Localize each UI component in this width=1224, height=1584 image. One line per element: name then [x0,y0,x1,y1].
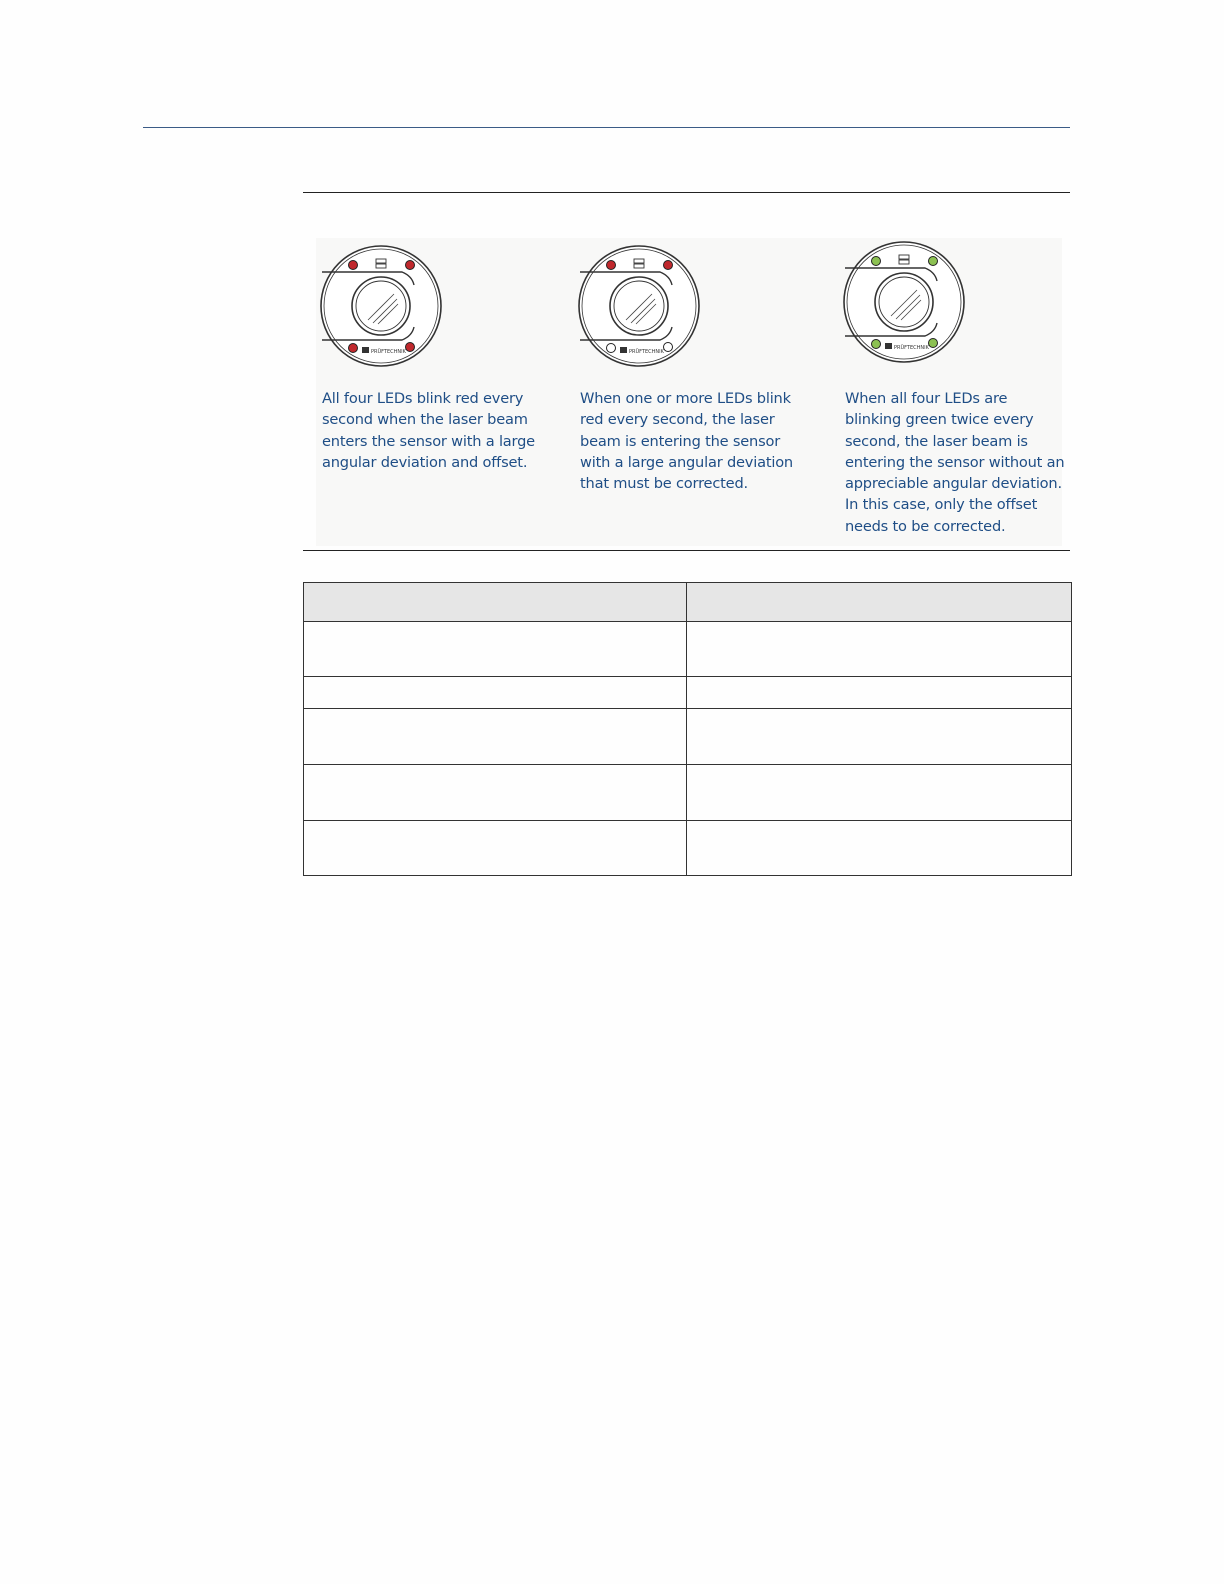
led-top-right [929,257,938,266]
sensor-lens [352,277,410,335]
led-top-left [872,257,881,266]
sensor-illustration-1 [318,240,448,376]
table-row [304,622,1072,677]
header-rule [143,127,1070,128]
caption-line: entering the sensor without an [845,453,1065,471]
sensor-lens [610,277,668,335]
table-header-cell [304,583,687,622]
led-bottom-left [872,340,881,349]
led-bottom-left [607,344,616,353]
table-row [304,821,1072,876]
caption-line: with a large angular deviation [580,453,793,471]
logo-text: PRÜFTECHNIK [894,345,929,351]
table-cell [304,765,687,821]
caption-panel-2 [580,388,793,494]
sensor-illustration-2 [576,240,706,376]
caption-line: angular deviation and offset. [322,453,528,471]
led-status-table [303,582,1072,876]
table-cell [304,677,687,709]
table-header-row [304,583,1072,622]
table-row [304,765,1072,821]
logo-mark-icon [885,343,892,349]
caption-panel-1 [322,388,535,473]
logo-text: PRÜFTECHNIK [371,349,406,355]
logo-text: PRÜFTECHNIK [629,349,664,355]
figure-top-rule [303,192,1070,193]
table-cell [687,765,1072,821]
logo-mark-icon [362,347,369,353]
figure-bottom-rule [303,550,1070,551]
table-cell [687,821,1072,876]
table-cell [304,622,687,677]
caption-line: In this case, only the offset [845,496,1038,514]
caption-line: When one or more LEDs blink [580,390,791,407]
led-top-right [664,261,673,270]
led-top-left [607,261,616,270]
logo-mark-icon [620,347,627,353]
sensor-illustration-3 [841,236,971,372]
table-cell [687,622,1072,677]
caption-line: second, the laser beam is [845,432,1028,450]
led-bottom-right [406,343,415,352]
caption-line: beam is entering the sensor [580,432,781,450]
caption-line: appreciable angular deviation. [845,475,1062,493]
table-row [304,677,1072,709]
led-bottom-left [349,344,358,353]
caption-line: blinking green twice every [845,411,1034,429]
led-top-left [349,261,358,270]
caption-line: enters the sensor with a large [322,432,535,450]
table-header-cell [687,583,1072,622]
table-row [304,709,1072,765]
led-bottom-right [664,343,673,352]
led-top-right [406,261,415,270]
caption-line: second when the laser beam [322,411,528,429]
table-cell [304,709,687,765]
led-bottom-right [929,339,938,348]
caption-line: red every second, the laser [580,411,775,429]
caption-line: When all four LEDs are [845,390,1008,407]
sensor-lens [875,273,933,331]
table-cell [687,677,1072,709]
caption-panel-3 [845,388,1064,537]
caption-line: needs to be corrected. [845,517,1006,535]
caption-line: All four LEDs blink red every [322,390,524,407]
caption-line: that must be corrected. [580,475,748,493]
table-cell [687,709,1072,765]
table-cell [304,821,687,876]
